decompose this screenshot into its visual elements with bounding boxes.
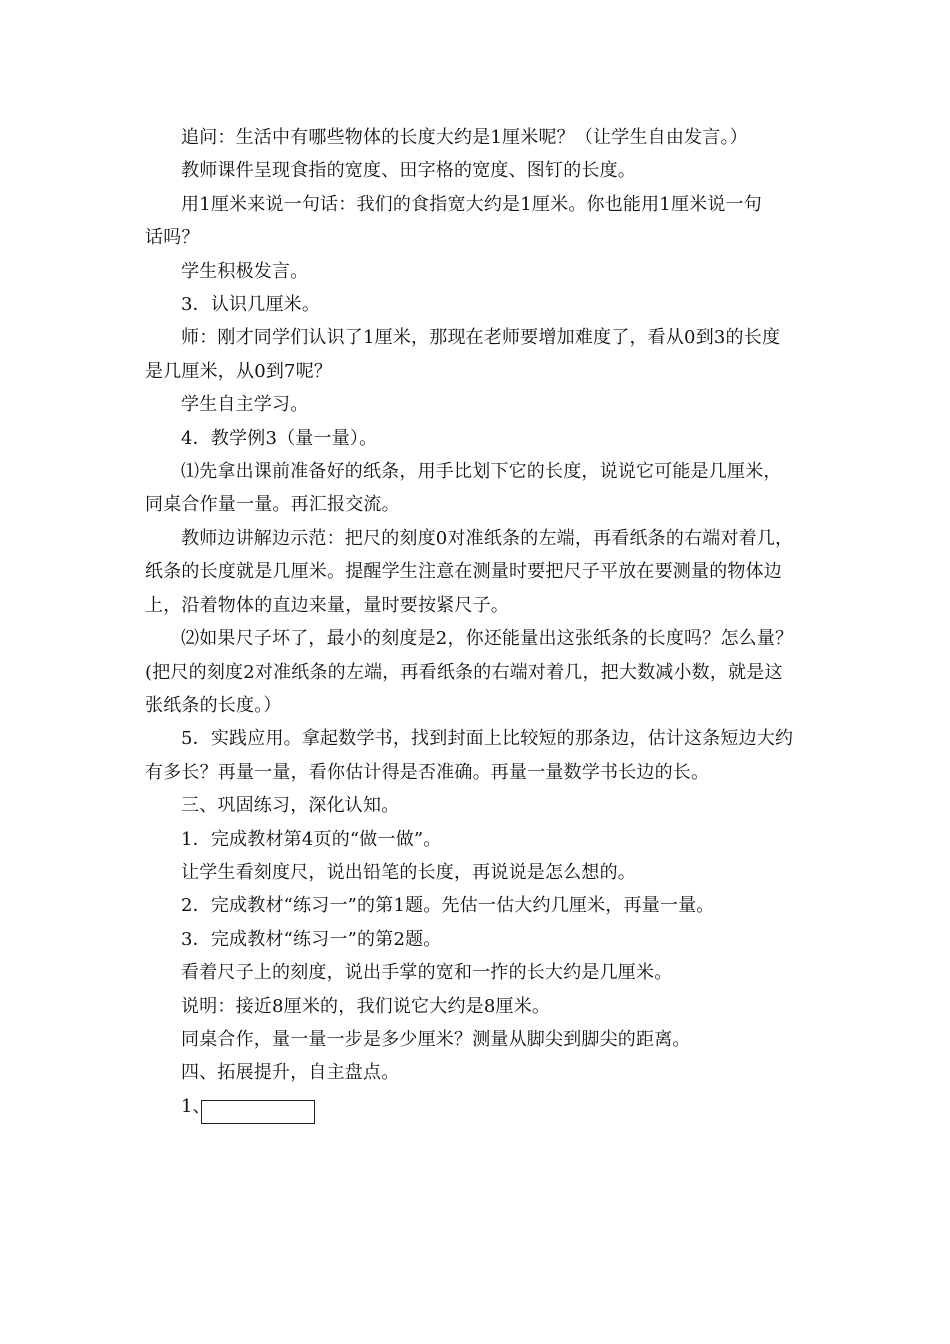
paragraph-line: 5．实践应用。拿起数学书，找到封面上比较短的那条边，估计这条短边大约 (181, 728, 794, 750)
paragraph-line: ⑵如果尺子坏了，最小的刻度是2，你还能量出这张纸条的长度吗？怎么量？ (181, 628, 794, 650)
paragraph-line: 用1厘米来说一句话：我们的食指宽大约是1厘米。你也能用1厘米说一句 (181, 193, 762, 215)
paragraph-line: 教师课件呈现食指的宽度、田字格的宽度、图钉的长度。 (181, 160, 636, 182)
paragraph-line: 上，沿着物体的直边来量，量时要按紧尺子。 (145, 594, 509, 616)
paragraph-line: 1．完成教材第4页的“做一做”。 (181, 828, 442, 850)
section-heading: 4．教学例3（量一量）。 (181, 427, 378, 449)
paragraph-line: 话吗？ (145, 227, 200, 249)
paragraph-line: 有多长？再量一量，看你估计得是否准确。再量一量数学书长边的长。 (145, 761, 710, 783)
paragraph-line: 追问：生活中有哪些物体的长度大约是1厘米呢？（让学生自由发言。） (181, 127, 748, 148)
paragraph-line: 2．完成教材“练习一”的第1题。先估一估大约几厘米，再量一量。 (181, 895, 715, 917)
document-body (145, 121, 825, 1123)
paragraph-line: (把尺的刻度2对准纸条的左端，再看纸条的右端对着几，把大数减小数，就是这 (145, 661, 783, 683)
section-heading: 三、巩固练习，深化认知。 (181, 795, 400, 817)
paragraph-line: 让学生看刻度尺，说出铅笔的长度，再说说是怎么想的。 (181, 861, 636, 883)
paragraph-line: 是几厘米，从0到7呢？ (145, 360, 333, 382)
paragraph-line: 学生自主学习。 (181, 394, 309, 416)
paragraph-line: 看着尺子上的刻度，说出手掌的宽和一拃的长大约是几厘米。 (181, 962, 673, 984)
strip-rectangle (201, 1100, 315, 1124)
paragraph-line: ⑴先拿出课前准备好的纸条，用手比划下它的长度，说说它可能是几厘米， (181, 461, 782, 483)
paragraph-line: 学生积极发言。 (181, 260, 309, 282)
item-1-with-box (145, 1090, 825, 1123)
paragraph-line: 说明：接近8厘米的，我们说它大约是8厘米。 (181, 995, 551, 1017)
paragraph-line: 纸条的长度就是几厘米。提醒学生注意在测量时要把尺子平放在要测量的物体边 (145, 561, 782, 583)
section-heading: 四、拓展提升，自主盘点。 (181, 1062, 400, 1084)
section-heading: 3．认识几厘米。 (181, 294, 321, 316)
paragraph-line: 张纸条的长度。） (145, 694, 282, 716)
paragraph-line: 师：刚才同学们认识了1厘米，那现在老师要增加难度了，看从0到3的长度 (181, 327, 781, 349)
paragraph-line: 教师边讲解边示范：把尺的刻度0对准纸条的左端，再看纸条的右端对着几， (181, 527, 794, 549)
paragraph-line: 同桌合作量一量。再汇报交流。 (145, 494, 400, 516)
item-1-label: 1、 (181, 1095, 211, 1117)
paragraph-line: 3．完成教材“练习一”的第2题。 (181, 928, 442, 950)
paragraph-line: 同桌合作，量一量一步是多少厘米？测量从脚尖到脚尖的距离。 (181, 1028, 691, 1050)
